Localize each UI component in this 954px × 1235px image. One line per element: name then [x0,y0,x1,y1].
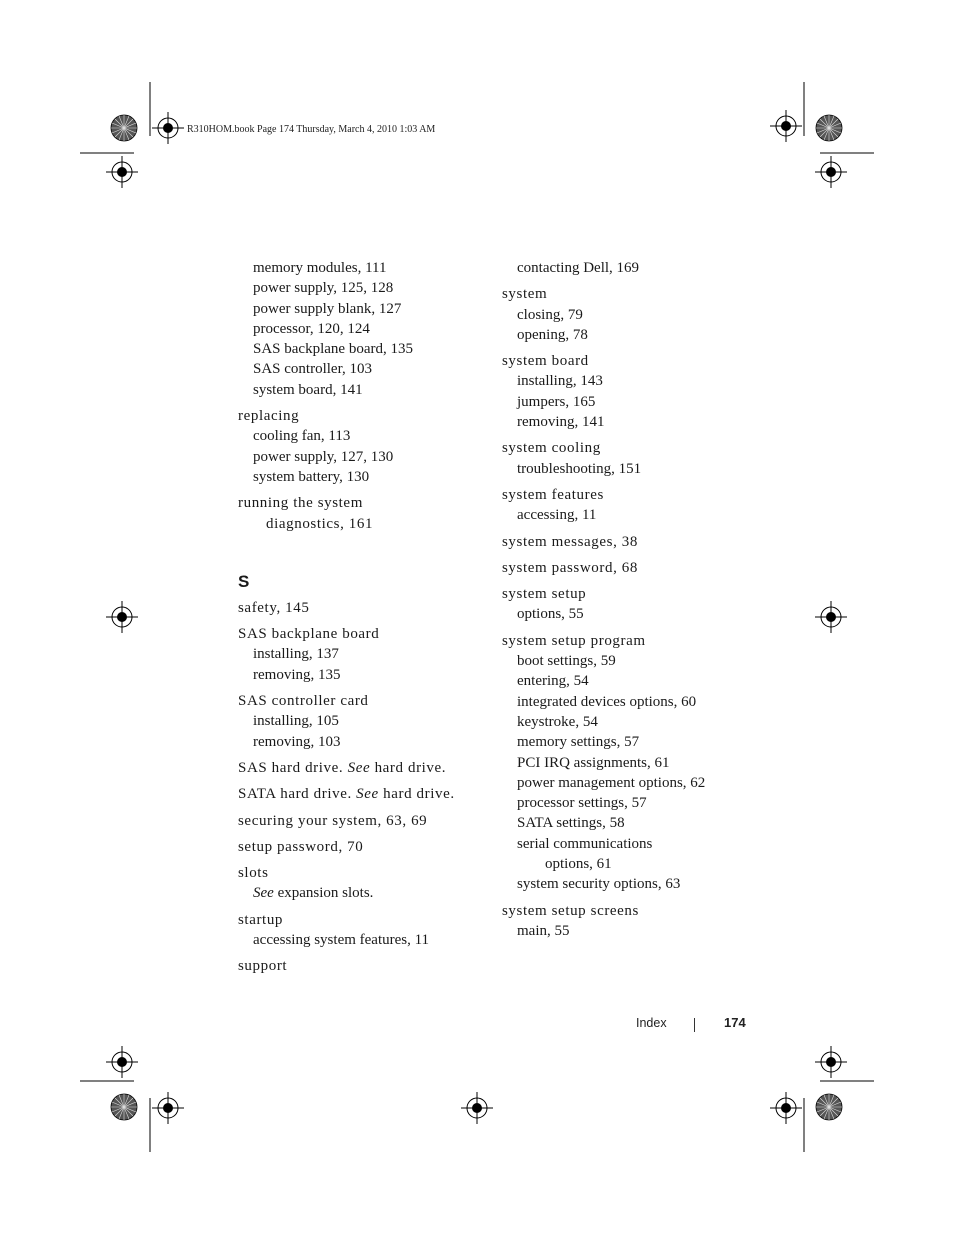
index-term-sas-backplane: SAS backplane board [238,626,380,643]
index-subentry: PCI IRQ assignments, 61 [517,754,670,771]
index-term-setup-password: setup password, 70 [238,838,364,855]
index-subentry: installing, 105 [253,713,339,730]
index-subentry: accessing, 11 [517,507,597,524]
index-term-sas-hard-drive [238,758,488,778]
index-column-right [502,258,762,941]
index-subentry: power management options, 62 [517,774,706,791]
index-term-system: system [502,286,548,303]
see-reference: See [253,885,274,902]
index-subentry: jumpers, 165 [517,393,596,410]
index-subentry: installing, 143 [517,373,603,390]
index-subentry: closing, 79 [517,306,583,323]
index-subentry: accessing system features, 11 [253,932,430,949]
index-term-support: support [238,958,288,975]
index-subentry: boot settings, 59 [517,653,616,670]
term-text: hard drive. [370,759,447,776]
index-subentry: SATA settings, 58 [517,815,625,832]
footer-section-label: Index [636,1016,667,1030]
index-subentry: processor settings, 57 [517,795,647,812]
index-subentry: installing, 137 [253,646,339,663]
index-subentry: removing, 141 [517,414,605,431]
index-subentry: system board, 141 [253,381,363,398]
registration-star-icon [816,115,842,141]
term-text: expansion slots. [273,885,374,902]
registration-mark-icon [815,156,847,188]
index-subentry: processor, 120, 124 [253,320,370,337]
index-subentry: opening, 78 [517,326,588,343]
index-subentry: keystroke, 54 [517,713,598,730]
index-term-system-setup-program: system setup program [502,632,646,649]
registration-star-icon [111,1094,137,1120]
registration-mark-icon [106,1046,138,1078]
index-subentry: power supply, 125, 128 [253,280,394,297]
index-term-system-cooling: system cooling [502,440,601,457]
term-text: hard drive. [378,786,455,803]
registration-mark-icon [461,1092,493,1124]
registration-mark-icon [815,601,847,633]
index-term-system-board: system board [502,353,589,370]
index-subentry: troubleshooting, 151 [517,460,642,477]
registration-mark-icon [152,1092,184,1124]
index-subentry: options, 55 [517,606,584,623]
index-term-sas-controller: SAS controller card [238,693,369,710]
index-term-system-password: system password, 68 [502,559,638,576]
index-subentry: main, 55 [517,922,570,939]
see-reference: See [347,759,371,776]
index-term-safety: safety, 145 [238,599,310,616]
index-term-replacing: replacing [238,408,300,425]
registration-star-icon [816,1094,842,1120]
index-term-system-features: system features [502,486,604,503]
registration-mark-icon [152,112,184,144]
book-info-header: R310HOM.book Page 174 Thursday, March 4, 2010 1:03 AM [187,124,436,135]
index-subentry: power supply blank, 127 [253,300,402,317]
section-letter-s: S [238,571,250,591]
see-reference: See [356,786,379,803]
footer-divider [694,1018,695,1032]
index-group-continued [238,258,488,400]
index-term-running: running the system [238,495,363,512]
index-subentry: removing, 135 [253,666,341,683]
index-column-left [238,258,488,977]
index-term-system-setup-screens: system setup screens [502,902,639,919]
registration-mark-icon [106,156,138,188]
registration-mark-icon [770,1092,802,1124]
index-subentry: contacting Dell, 169 [517,260,640,276]
registration-mark-icon [815,1046,847,1078]
term-text: SATA hard drive. [238,786,357,803]
registration-star-icon [111,115,137,141]
index-subentry: system security options, 63 [517,876,681,893]
index-subentry-continuation: options, 61 [545,856,612,873]
index-subentry: integrated devices options, 60 [517,693,697,710]
index-subentry: SAS backplane board, 135 [253,341,413,358]
page-number: 174 [724,1015,746,1030]
registration-mark-icon [770,110,802,142]
index-term-securing: securing your system, 63, 69 [238,812,428,829]
index-term-startup: startup [238,911,284,928]
index-subentry: memory settings, 57 [517,734,640,751]
index-term-system-messages: system messages, 38 [502,533,638,550]
index-subentry [238,883,488,903]
index-subentry: system battery, 130 [253,468,370,485]
index-term-continuation: diagnostics, 161 [266,515,374,532]
index-term-sata-hard-drive [238,784,488,804]
index-subentry: removing, 103 [253,733,341,750]
index-subentry: SAS controller, 103 [253,361,372,378]
index-term-system-setup: system setup [502,586,587,603]
index-term-slots: slots [238,865,269,882]
index-subentry: cooling fan, 113 [253,428,351,445]
term-text: SAS hard drive. [238,759,348,776]
index-subentry: serial communications [517,835,653,852]
index-subentry: power supply, 127, 130 [253,448,394,465]
registration-mark-icon [106,601,138,633]
index-subentry: entering, 54 [517,673,589,690]
index-subentry: memory modules, 111 [253,260,387,276]
